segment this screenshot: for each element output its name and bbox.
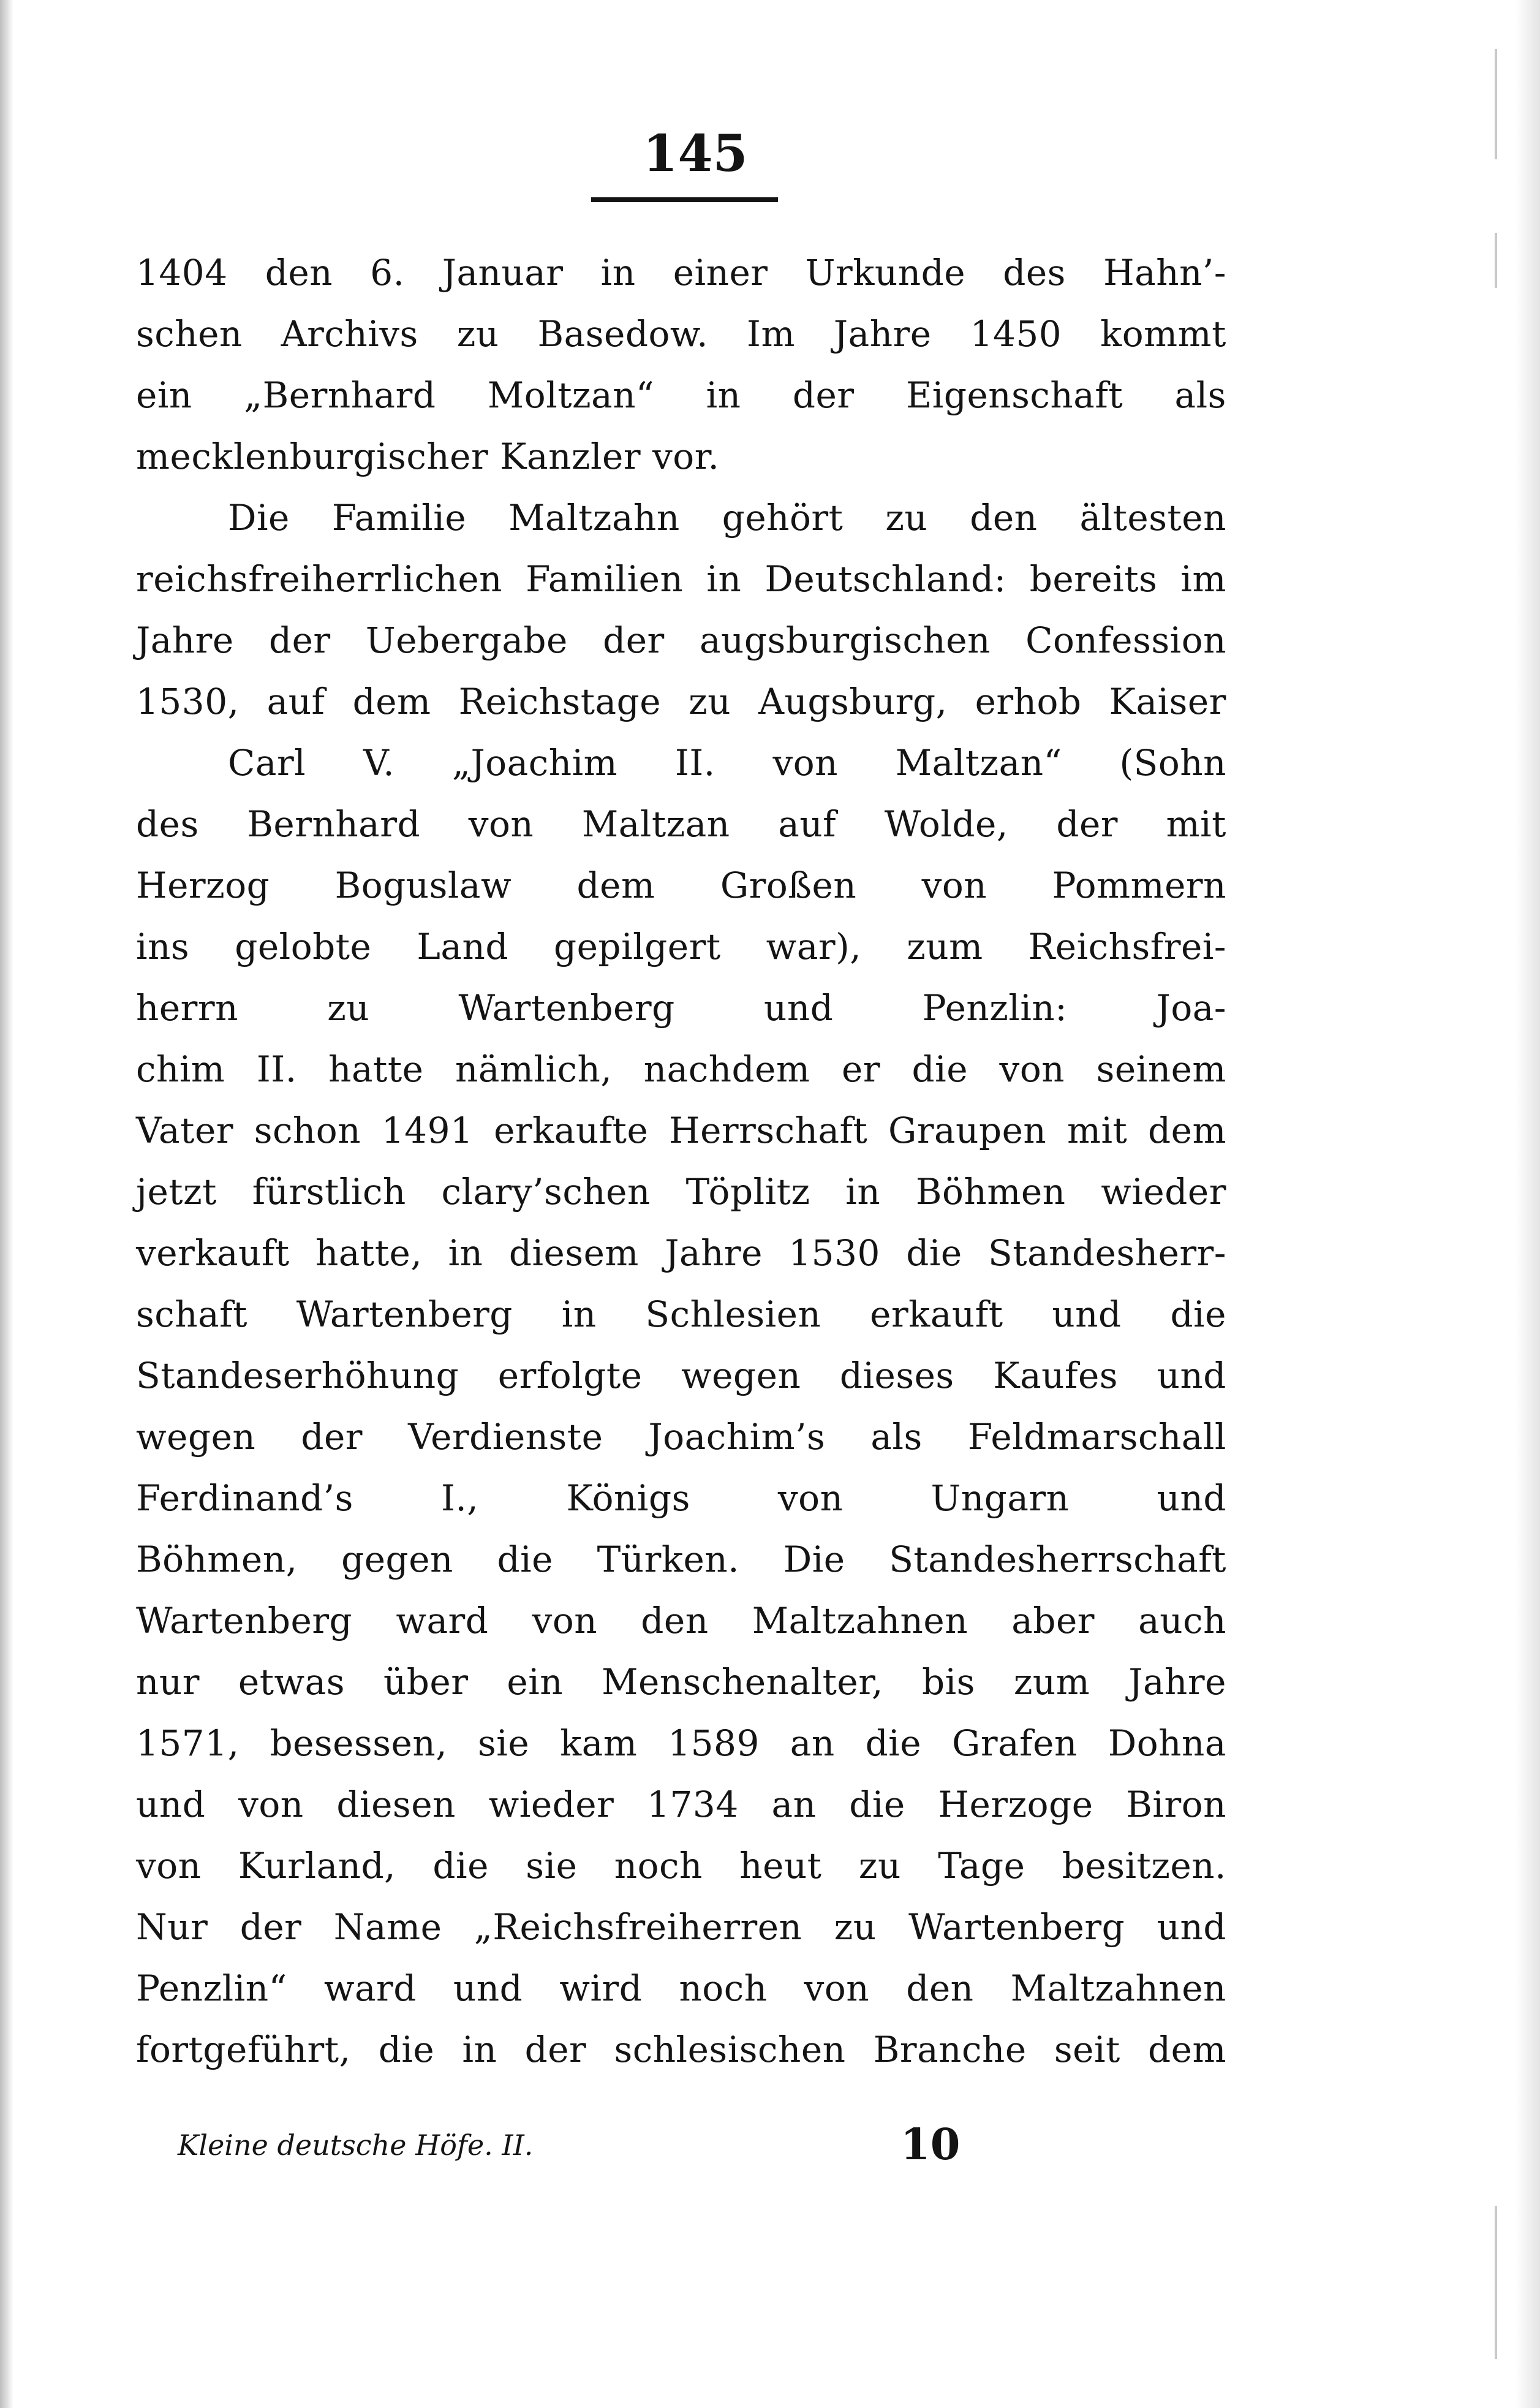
text-line: verkauft hatte, in diesem Jahre 1530 die Standesherr- xyxy=(136,1232,1226,1274)
text-line: schaft Wartenberg in Schlesien erkauft und die xyxy=(136,1293,1226,1335)
text-line: herrn zu Wartenberg und Penzlin: Joa- xyxy=(136,987,1226,1029)
text-line: Herzog Boguslaw dem Großen von Pommern xyxy=(136,865,1226,906)
text-line: nur etwas über ein Menschenalter, bis zum Jahre xyxy=(136,1661,1226,1703)
body-text xyxy=(136,242,1226,2080)
footer-title: Kleine deutsche Höfe. II. xyxy=(178,2129,534,2162)
text-line: Penzlin“ ward und wird noch von den Maltzahnen xyxy=(136,1967,1226,2009)
scan-artifact-mark xyxy=(1495,233,1497,288)
scan-artifact-mark xyxy=(1495,49,1497,159)
footer-signature: 10 xyxy=(900,2119,961,2170)
text-line: mecklenburgischer Kanzler vor. xyxy=(136,436,720,477)
text-line: chim II. hatte nämlich, nachdem er die von seinem xyxy=(136,1048,1226,1090)
text-line: Wartenberg ward von den Maltzahnen aber auch xyxy=(136,1600,1226,1641)
text-line: Vater schon 1491 erkaufte Herrschaft Graupen mit dem xyxy=(136,1110,1226,1151)
text-line: ins gelobte Land gepilgert war), zum Reichsfrei- xyxy=(136,926,1226,967)
text-line: schen Archivs zu Basedow. Im Jahre 1450 kommt xyxy=(136,313,1226,355)
text-line: Jahre der Uebergabe der augsburgischen Confession xyxy=(136,619,1226,661)
text-line: Standeserhöhung erfolgte wegen dieses Kaufes und xyxy=(136,1355,1226,1396)
text-line: Ferdinand’s I., Königs von Ungarn und xyxy=(136,1477,1226,1519)
text-line: von Kurland, die sie noch heut zu Tage besitzen. xyxy=(136,1845,1226,1887)
text-line: reichsfreiherrlichen Familien in Deutschland: bereits im xyxy=(136,558,1226,600)
scan-edge-left xyxy=(0,0,13,2408)
text-line: fortgeführt, die in der schlesischen Branche seit dem xyxy=(136,2029,1226,2070)
text-line: 1530, auf dem Reichstage zu Augsburg, erhob Kaiser xyxy=(136,681,1226,722)
scan-edge-right xyxy=(1515,0,1540,2408)
text-line: jetzt fürstlich clary’schen Töplitz in Böhmen wieder xyxy=(136,1171,1226,1213)
text-line: Böhmen, gegen die Türken. Die Standesherrschaft xyxy=(136,1539,1226,1580)
text-line: und von diesen wieder 1734 an die Herzoge Biron xyxy=(136,1784,1226,1825)
text-line: 1404 den 6. Januar in einer Urkunde des Hahn’- xyxy=(136,252,1226,293)
header-rule xyxy=(591,197,778,202)
text-line: wegen der Verdienste Joachim’s als Feldmarschall xyxy=(136,1416,1226,1458)
text-line: des Bernhard von Maltzan auf Wolde, der mit xyxy=(136,803,1226,845)
page-number: 145 xyxy=(643,124,748,183)
text-line: Die Familie Maltzahn gehört zu den ältesten xyxy=(228,497,1226,539)
scan-artifact-mark xyxy=(1495,2206,1497,2359)
text-line: Carl V. „Joachim II. von Maltzan“ (Sohn xyxy=(228,742,1226,784)
text-line: Nur der Name „Reichsfreiherren zu Wartenberg und xyxy=(136,1906,1226,1948)
text-line: ein „Bernhard Moltzan“ in der Eigenschaft als xyxy=(136,374,1226,416)
text-line: 1571, besessen, sie kam 1589 an die Grafen Dohna xyxy=(136,1722,1226,1764)
